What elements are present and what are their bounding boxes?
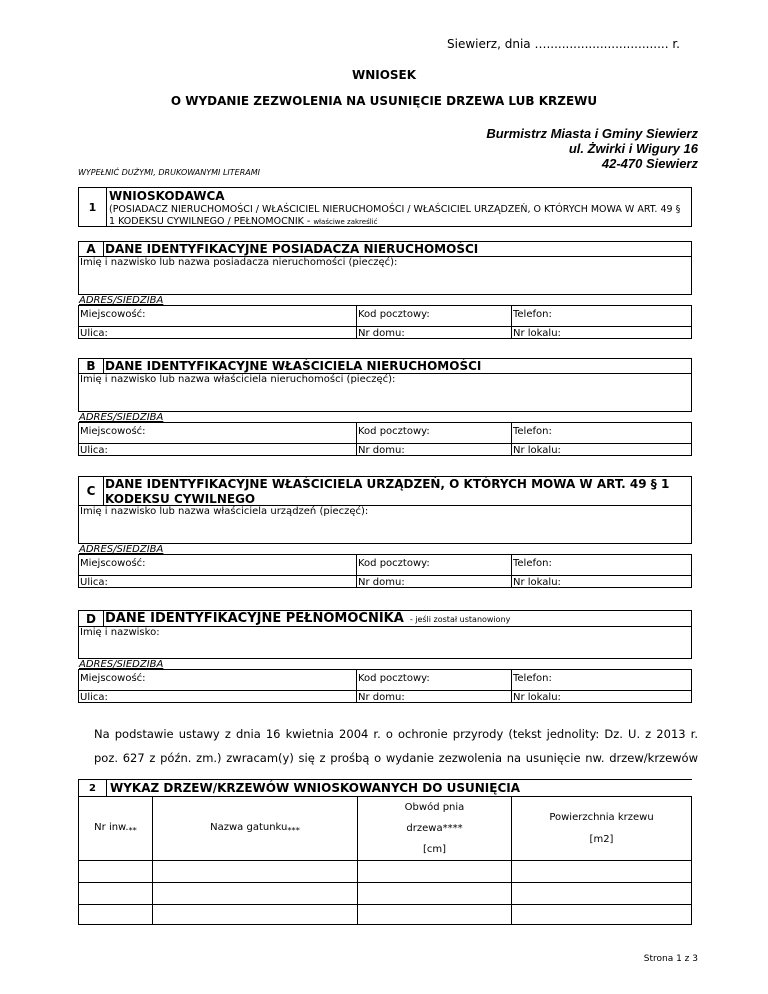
phone-field[interactable] bbox=[511, 554, 692, 575]
city-field[interactable] bbox=[78, 669, 356, 690]
cell-species[interactable] bbox=[153, 883, 358, 905]
house-number-field[interactable] bbox=[356, 690, 511, 703]
city-label: Miejscowość: bbox=[80, 309, 146, 320]
street-field[interactable] bbox=[78, 575, 356, 588]
postal-code-label: Kod pocztowy: bbox=[358, 426, 430, 437]
street-label: Ulica: bbox=[80, 328, 108, 339]
phone-field[interactable] bbox=[511, 422, 692, 443]
apartment-number-label: Nr lokalu: bbox=[513, 577, 561, 588]
document-title: WNIOSEK bbox=[351, 68, 417, 82]
column-nr-sup: ** bbox=[128, 825, 137, 835]
apartment-number-label: Nr lokalu: bbox=[513, 445, 561, 456]
table-row bbox=[79, 861, 692, 883]
postal-code-label: Kod pocztowy: bbox=[358, 673, 430, 684]
recipient-line1: Burmistrz Miasta i Gminy Siewierz bbox=[486, 126, 698, 141]
applicant-subtitle bbox=[109, 204, 689, 228]
phone-label: Telefon: bbox=[513, 426, 552, 437]
apartment-number-label: Nr lokalu: bbox=[513, 328, 561, 339]
postal-code-field[interactable] bbox=[356, 422, 511, 443]
column-circumference-line1: Obwód pnia bbox=[404, 802, 465, 813]
street-label: Ulica: bbox=[80, 692, 108, 703]
phone-label: Telefon: bbox=[513, 673, 552, 684]
applicant-header bbox=[78, 187, 692, 227]
fill-instruction: WYPEŁNIĆ DUŻYMI, DRUKOWANYMI LITERAMI bbox=[78, 168, 260, 177]
recipient-address bbox=[486, 126, 698, 171]
house-number-label: Nr domu: bbox=[358, 445, 405, 456]
section-b-title: DANE IDENTYFIKACYJNE WŁAŚCICIELA NIERUCHOMOŚCI bbox=[105, 359, 482, 373]
section-b-header bbox=[78, 358, 692, 374]
column-circumference-line3: [cm] bbox=[422, 844, 447, 855]
cell-area[interactable] bbox=[512, 905, 692, 925]
section-d-title bbox=[105, 611, 510, 627]
tree-list-table bbox=[78, 779, 692, 915]
section-c-header bbox=[78, 476, 692, 506]
cell-area[interactable] bbox=[512, 861, 692, 883]
column-species bbox=[153, 797, 358, 861]
cell-species[interactable] bbox=[153, 861, 358, 883]
city-field[interactable] bbox=[78, 422, 356, 443]
house-number-label: Nr domu: bbox=[358, 328, 405, 339]
section-a bbox=[78, 241, 692, 358]
postal-code-field[interactable] bbox=[356, 554, 511, 575]
section-d bbox=[78, 610, 692, 710]
column-circumference bbox=[358, 797, 512, 861]
house-number-field[interactable] bbox=[356, 575, 511, 588]
city-field[interactable] bbox=[78, 554, 356, 575]
address-label: ADRES/SIEDZIBA bbox=[79, 295, 164, 306]
apartment-number-label: Nr lokalu: bbox=[513, 692, 561, 703]
city-label: Miejscowość: bbox=[80, 673, 146, 684]
table-row bbox=[79, 905, 692, 925]
street-field[interactable] bbox=[78, 690, 356, 703]
address-label: ADRES/SIEDZIBA bbox=[79, 659, 164, 670]
equipment-owner-name-label: Imię i nazwisko lub nazwa właściciela urządzeń (pieczęć): bbox=[80, 506, 369, 517]
street-label: Ulica: bbox=[80, 577, 108, 588]
column-species-sup: *** bbox=[287, 825, 300, 835]
address-label: ADRES/SIEDZIBA bbox=[79, 412, 164, 423]
recipient-line2: ul. Żwirki i Wigury 16 bbox=[568, 141, 698, 156]
city-field[interactable] bbox=[78, 305, 356, 326]
apartment-number-field[interactable] bbox=[511, 443, 692, 456]
applicant-subtitle-text: (POSIADACZ NIERUCHOMOŚCI / WŁAŚCICIEL NIERUCHOMOŚCI / WŁAŚCICIEL URZĄDZEŃ, O KTÓRYCH MOWA W ART. 49 § 1 KODEKSU CYWILNEGO / PEŁNOMOCNIK - bbox=[109, 204, 681, 227]
section-a-header bbox=[78, 241, 692, 257]
city-label: Miejscowość: bbox=[80, 558, 146, 569]
postal-code-label: Kod pocztowy: bbox=[358, 309, 430, 320]
equipment-owner-name-field[interactable] bbox=[78, 506, 692, 544]
applicant-subtitle-note: właściwe zakreślić bbox=[313, 218, 378, 226]
column-nr bbox=[79, 797, 153, 861]
page-number: Strona 1 z 3 bbox=[643, 954, 698, 964]
applicant-title: WNIOSKODAWCA bbox=[109, 189, 225, 203]
house-number-label: Nr domu: bbox=[358, 692, 405, 703]
apartment-number-field[interactable] bbox=[511, 575, 692, 588]
cell-area[interactable] bbox=[512, 883, 692, 905]
postal-code-label: Kod pocztowy: bbox=[358, 558, 430, 569]
paragraph-line2: poz. 627 z późn. zm.) zwracam(y) się z prośbą o wydanie zezwolenia na usunięcie nw. drzew/krzewów bbox=[94, 751, 698, 765]
column-area-line2: [m2] bbox=[589, 833, 614, 845]
section-c-title-line2: KODEKSU CYWILNEGO bbox=[105, 492, 256, 506]
city-label: Miejscowość: bbox=[80, 426, 146, 437]
street-field[interactable] bbox=[78, 443, 356, 456]
phone-field[interactable] bbox=[511, 669, 692, 690]
section-c-title-line1: DANE IDENTYFIKACYJNE WŁAŚCICIELA URZĄDZEŃ, O KTÓRYCH MOWA W ART. 49 § 1 bbox=[105, 477, 670, 491]
table-row bbox=[79, 883, 692, 905]
house-number-field[interactable] bbox=[356, 443, 511, 456]
apartment-number-field[interactable] bbox=[511, 690, 692, 703]
section-c-letter: C bbox=[86, 484, 96, 498]
list-title: WYKAZ DRZEW/KRZEWÓW WNIOSKOWANYCH DO USUNIĘCIA bbox=[107, 780, 692, 797]
section-b bbox=[78, 358, 692, 475]
column-area bbox=[512, 797, 692, 861]
section-d-letter: D bbox=[86, 611, 96, 626]
proprietor-name-label: Imię i nazwisko lub nazwa właściciela nieruchomości (pieczęć): bbox=[80, 374, 396, 385]
section-a-title: DANE IDENTYFIKACYJNE POSIADACZA NIERUCHOMOŚCI bbox=[105, 242, 479, 256]
house-number-label: Nr domu: bbox=[358, 577, 405, 588]
owner-name-field[interactable] bbox=[78, 257, 692, 295]
cell-circumference[interactable] bbox=[358, 883, 512, 905]
postal-code-field[interactable] bbox=[356, 305, 511, 326]
street-field[interactable] bbox=[78, 326, 356, 339]
house-number-field[interactable] bbox=[356, 326, 511, 339]
phone-field[interactable] bbox=[511, 305, 692, 326]
cell-species[interactable] bbox=[153, 905, 358, 925]
phone-label: Telefon: bbox=[513, 558, 552, 569]
section-b-letter: B bbox=[86, 359, 96, 373]
column-circumference-line2: drzewa**** bbox=[406, 823, 463, 834]
proprietor-name-field[interactable] bbox=[78, 374, 692, 412]
section-c bbox=[78, 476, 692, 610]
place-date: Siewierz, dnia …................................ r. bbox=[447, 37, 680, 51]
cell-nr[interactable] bbox=[79, 905, 153, 925]
street-label: Ulica: bbox=[80, 445, 108, 456]
list-number: 2 bbox=[79, 780, 107, 797]
column-nr-label: Nr inw. bbox=[94, 822, 129, 833]
section-d-note: - jeśli został ustanowiony bbox=[409, 615, 511, 624]
section-c-title bbox=[105, 477, 669, 507]
phone-label: Telefon: bbox=[513, 309, 552, 320]
applicant-number: 1 bbox=[79, 188, 107, 226]
postal-code-field[interactable] bbox=[356, 669, 511, 690]
section-d-title-text: DANE IDENTYFIKACYJNE PEŁNOMOCNIKA bbox=[105, 611, 404, 626]
cell-nr[interactable] bbox=[79, 861, 153, 883]
recipient-line3: 42-470 Siewierz bbox=[601, 156, 698, 171]
proxy-name-label: Imię i nazwisko: bbox=[80, 627, 160, 638]
paragraph-line1: Na podstawie ustawy z dnia 16 kwietnia 2004 r. o ochronie przyrody (tekst jednolity: Dz. U. z 2013 r. bbox=[94, 727, 698, 741]
section-a-letter: A bbox=[86, 242, 96, 256]
column-species-label: Nazwa gatunku bbox=[210, 822, 288, 833]
cell-nr[interactable] bbox=[79, 883, 153, 905]
column-area-line1: Powierzchnia krzewu bbox=[549, 811, 654, 823]
owner-name-label: Imię i nazwisko lub nazwa posiadacza nieruchomości (pieczęć): bbox=[80, 257, 398, 268]
proxy-name-field[interactable] bbox=[78, 627, 692, 659]
cell-circumference[interactable] bbox=[358, 905, 512, 925]
address-label: ADRES/SIEDZIBA bbox=[79, 544, 164, 555]
legal-basis-paragraph bbox=[94, 722, 698, 770]
apartment-number-field[interactable] bbox=[511, 326, 692, 339]
cell-circumference[interactable] bbox=[358, 861, 512, 883]
document-subtitle: O WYDANIE ZEZWOLENIA NA USUNIĘCIE DRZEWA LUB KRZEWU bbox=[170, 94, 598, 108]
section-d-header bbox=[78, 610, 692, 627]
